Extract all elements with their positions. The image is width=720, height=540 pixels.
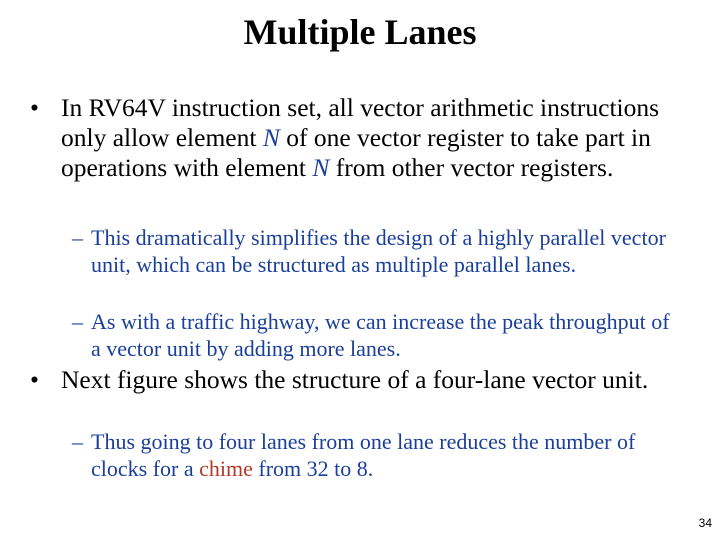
dash-marker: – [72,309,83,334]
slide-title: Multiple Lanes [243,12,477,52]
element-n-2: N [312,153,330,182]
bullet-text: In RV64V instruction set, all vector arithmetic instructions only allow element N of one vector register to take part in operations with element N from other vector registers. [61,93,660,182]
subbullet-chime [72,428,682,482]
dash-marker: – [72,225,83,250]
page-number: 34 [698,516,712,530]
bullet-four-lane [30,365,670,395]
subbullet-text: Thus going to four lanes from one lane reduces the number of clocks for a chime from 32 to 8. [91,429,636,481]
bullet-text: Next figure shows the structure of a four-lane vector unit. [61,365,649,394]
subbullet-simplifies [72,224,682,278]
bullet-marker: • [30,93,39,122]
dash-marker: – [72,429,83,454]
chime-term: chime [199,456,253,481]
bullet-marker: • [30,365,39,394]
element-n-1: N [262,123,280,152]
subbullet-highway [72,308,682,362]
subbullet-text: This dramatically simplifies the design of a highly parallel vector unit, which can be structured as multiple parallel lanes. [91,225,666,277]
subbullet-text: As with a traffic highway, we can increase the peak throughput of a vector unit by adding more lanes. [91,309,670,361]
bullet-rv64v [30,93,670,183]
